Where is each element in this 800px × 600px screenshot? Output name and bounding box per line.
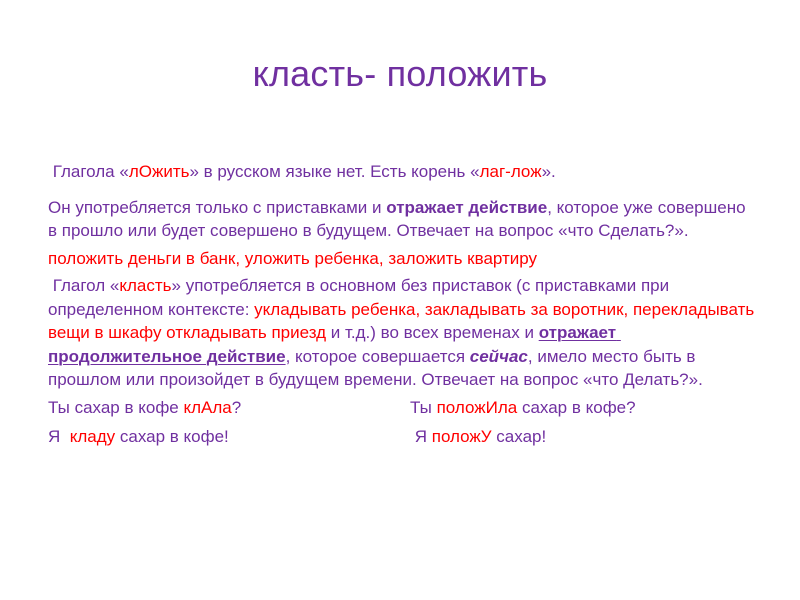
highlighted-text: положУ xyxy=(431,427,492,446)
highlighted-text: лаг-лож xyxy=(479,162,542,181)
highlighted-text: кладу xyxy=(69,427,116,446)
text-segment: Ты сахар в кофе xyxy=(48,397,184,417)
text-segment: ? xyxy=(231,397,242,417)
text-segment: ». xyxy=(541,162,556,181)
text-segment: Я xyxy=(48,427,70,446)
text-segment: , которое совершается xyxy=(285,346,470,366)
text-segment: , имело место быть в прошлом или произойдет в будущем времени. Отвечает на вопрос «что Делать?». xyxy=(48,346,703,389)
text-segment: сейчас xyxy=(469,346,528,366)
paragraph-klast-usage xyxy=(48,274,758,392)
text-segment: Ты xyxy=(410,397,437,417)
highlighted-text: укладывать ребенка, закладывать за воротник, перекладывать вещи в шкафу откладывать приезд xyxy=(48,299,759,342)
paragraph-no-lozhit xyxy=(48,160,758,184)
slide-body xyxy=(48,160,758,455)
text-segment: сахар! xyxy=(491,427,547,446)
example-klast-question xyxy=(48,396,410,420)
example-polozhit-question xyxy=(410,396,636,420)
highlighted-text: положИла xyxy=(436,397,518,417)
text-segment: Глагола « xyxy=(48,162,129,181)
example-row-1 xyxy=(48,396,758,420)
highlighted-text: класть xyxy=(119,276,172,295)
text-segment: отражает действие xyxy=(386,197,548,217)
text-segment: Я xyxy=(410,427,432,446)
highlighted-text: положить деньги в банк, уложить ребенка, заложить квартиру xyxy=(48,248,538,268)
text-segment: сахар в кофе? xyxy=(517,397,636,417)
example-klast-statement xyxy=(48,425,410,449)
paragraph-polozhit-examples xyxy=(48,247,758,271)
text-segment: , которое уже совершено в прошло или будет совершено в будущем. Отвечает на вопрос «что Сделать?». xyxy=(48,197,751,240)
example-polozhit-statement xyxy=(410,425,546,449)
example-row-2 xyxy=(48,425,758,449)
highlighted-text: лОжить xyxy=(128,162,190,181)
text-segment: сахар в кофе! xyxy=(115,427,229,446)
text-segment: Он употребляется только с приставками и xyxy=(48,197,387,217)
highlighted-text: клАла xyxy=(183,397,232,417)
text-segment: » в русском языке нет. Есть корень « xyxy=(189,162,480,181)
text-segment: и т.д.) во всех временах и xyxy=(326,323,539,342)
slide-title: класть- положить xyxy=(252,53,548,94)
text-segment: отражает продолжительное действие xyxy=(48,323,621,366)
text-segment: » употребляется в основном без приставок (с приставками при определенном контексте: xyxy=(48,276,674,319)
text-segment: Глагол « xyxy=(48,276,120,295)
paragraph-polozhit-usage xyxy=(48,196,758,243)
